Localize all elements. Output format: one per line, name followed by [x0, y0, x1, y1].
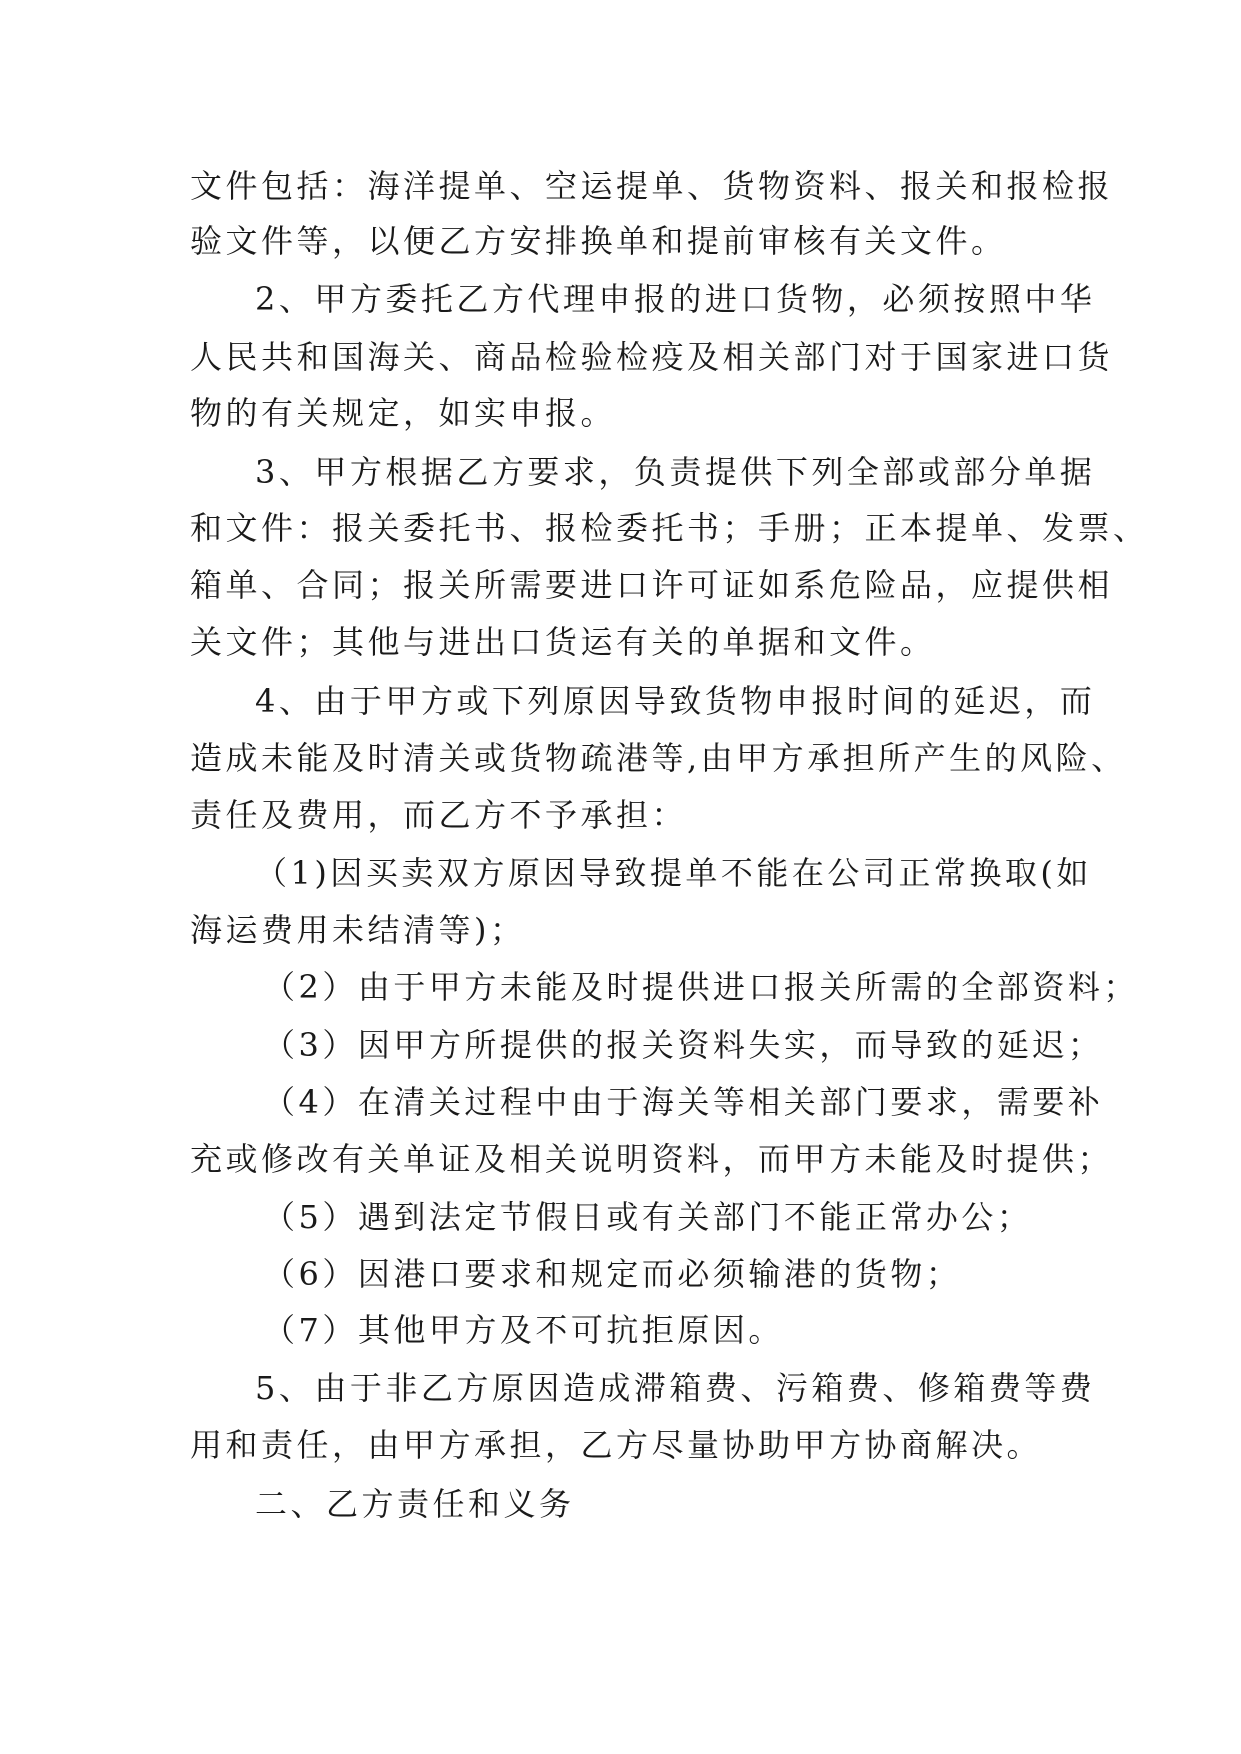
paragraph-line: 责任及费用，而乙方不予承担： [190, 796, 688, 834]
list-item-line: （6）因港口要求和规定而必须输港的货物； [263, 1255, 962, 1293]
paragraph-line: 和文件：报关委托书、报检委托书；手册；正本提单、发票、 [190, 509, 1149, 547]
paragraph-line: 验文件等，以便乙方安排换单和提前审核有关文件。 [190, 222, 1007, 260]
paragraph-line: 2、甲方委托乙方代理申报的进口货物，必须按照中华 [255, 280, 1096, 318]
paragraph-line: 关文件；其他与进出口货运有关的单据和文件。 [190, 623, 936, 661]
paragraph-line: 箱单、合同；报关所需要进口许可证如系危险品，应提供相 [190, 566, 1114, 604]
paragraph-line: 3、甲方根据乙方要求，负责提供下列全部或部分单据 [255, 453, 1096, 491]
section-heading: 二、乙方责任和义务 [255, 1485, 575, 1523]
paragraph-line: 人民共和国海关、商品检验检疫及相关部门对于国家进口货 [190, 338, 1114, 376]
paragraph-line: 用和责任，由甲方承担，乙方尽量协助甲方协商解决。 [190, 1426, 1043, 1464]
list-item-line: （1)因买卖双方原因导致提单不能在公司正常换取(如 [255, 854, 1092, 892]
paragraph-line: 物的有关规定，如实申报。 [190, 394, 617, 432]
paragraph-line: 造成未能及时清关或货物疏港等,由甲方承担所产生的风险、 [190, 739, 1127, 777]
paragraph-line: 文件包括：海洋提单、空运提单、货物资料、报关和报检报 [190, 167, 1114, 205]
list-item-line: （2）由于甲方未能及时提供进口报关所需的全部资料； [263, 968, 1139, 1006]
list-item-line: （3）因甲方所提供的报关资料失实，而导致的延迟； [263, 1026, 1104, 1064]
paragraph-line: 4、由于甲方或下列原因导致货物申报时间的延迟，而 [255, 682, 1096, 720]
list-item-line: 海运费用未结清等)； [190, 911, 526, 949]
list-item-line: 充或修改有关单证及相关说明资料，而甲方未能及时提供； [190, 1140, 1114, 1178]
list-item-line: （4）在清关过程中由于海关等相关部门要求，需要补 [263, 1083, 1104, 1121]
paragraph-line: 5、由于非乙方原因造成滞箱费、污箱费、修箱费等费 [255, 1369, 1096, 1407]
list-item-line: （5）遇到法定节假日或有关部门不能正常办公； [263, 1198, 1033, 1236]
list-item-line: （7）其他甲方及不可抗拒原因。 [263, 1311, 784, 1349]
